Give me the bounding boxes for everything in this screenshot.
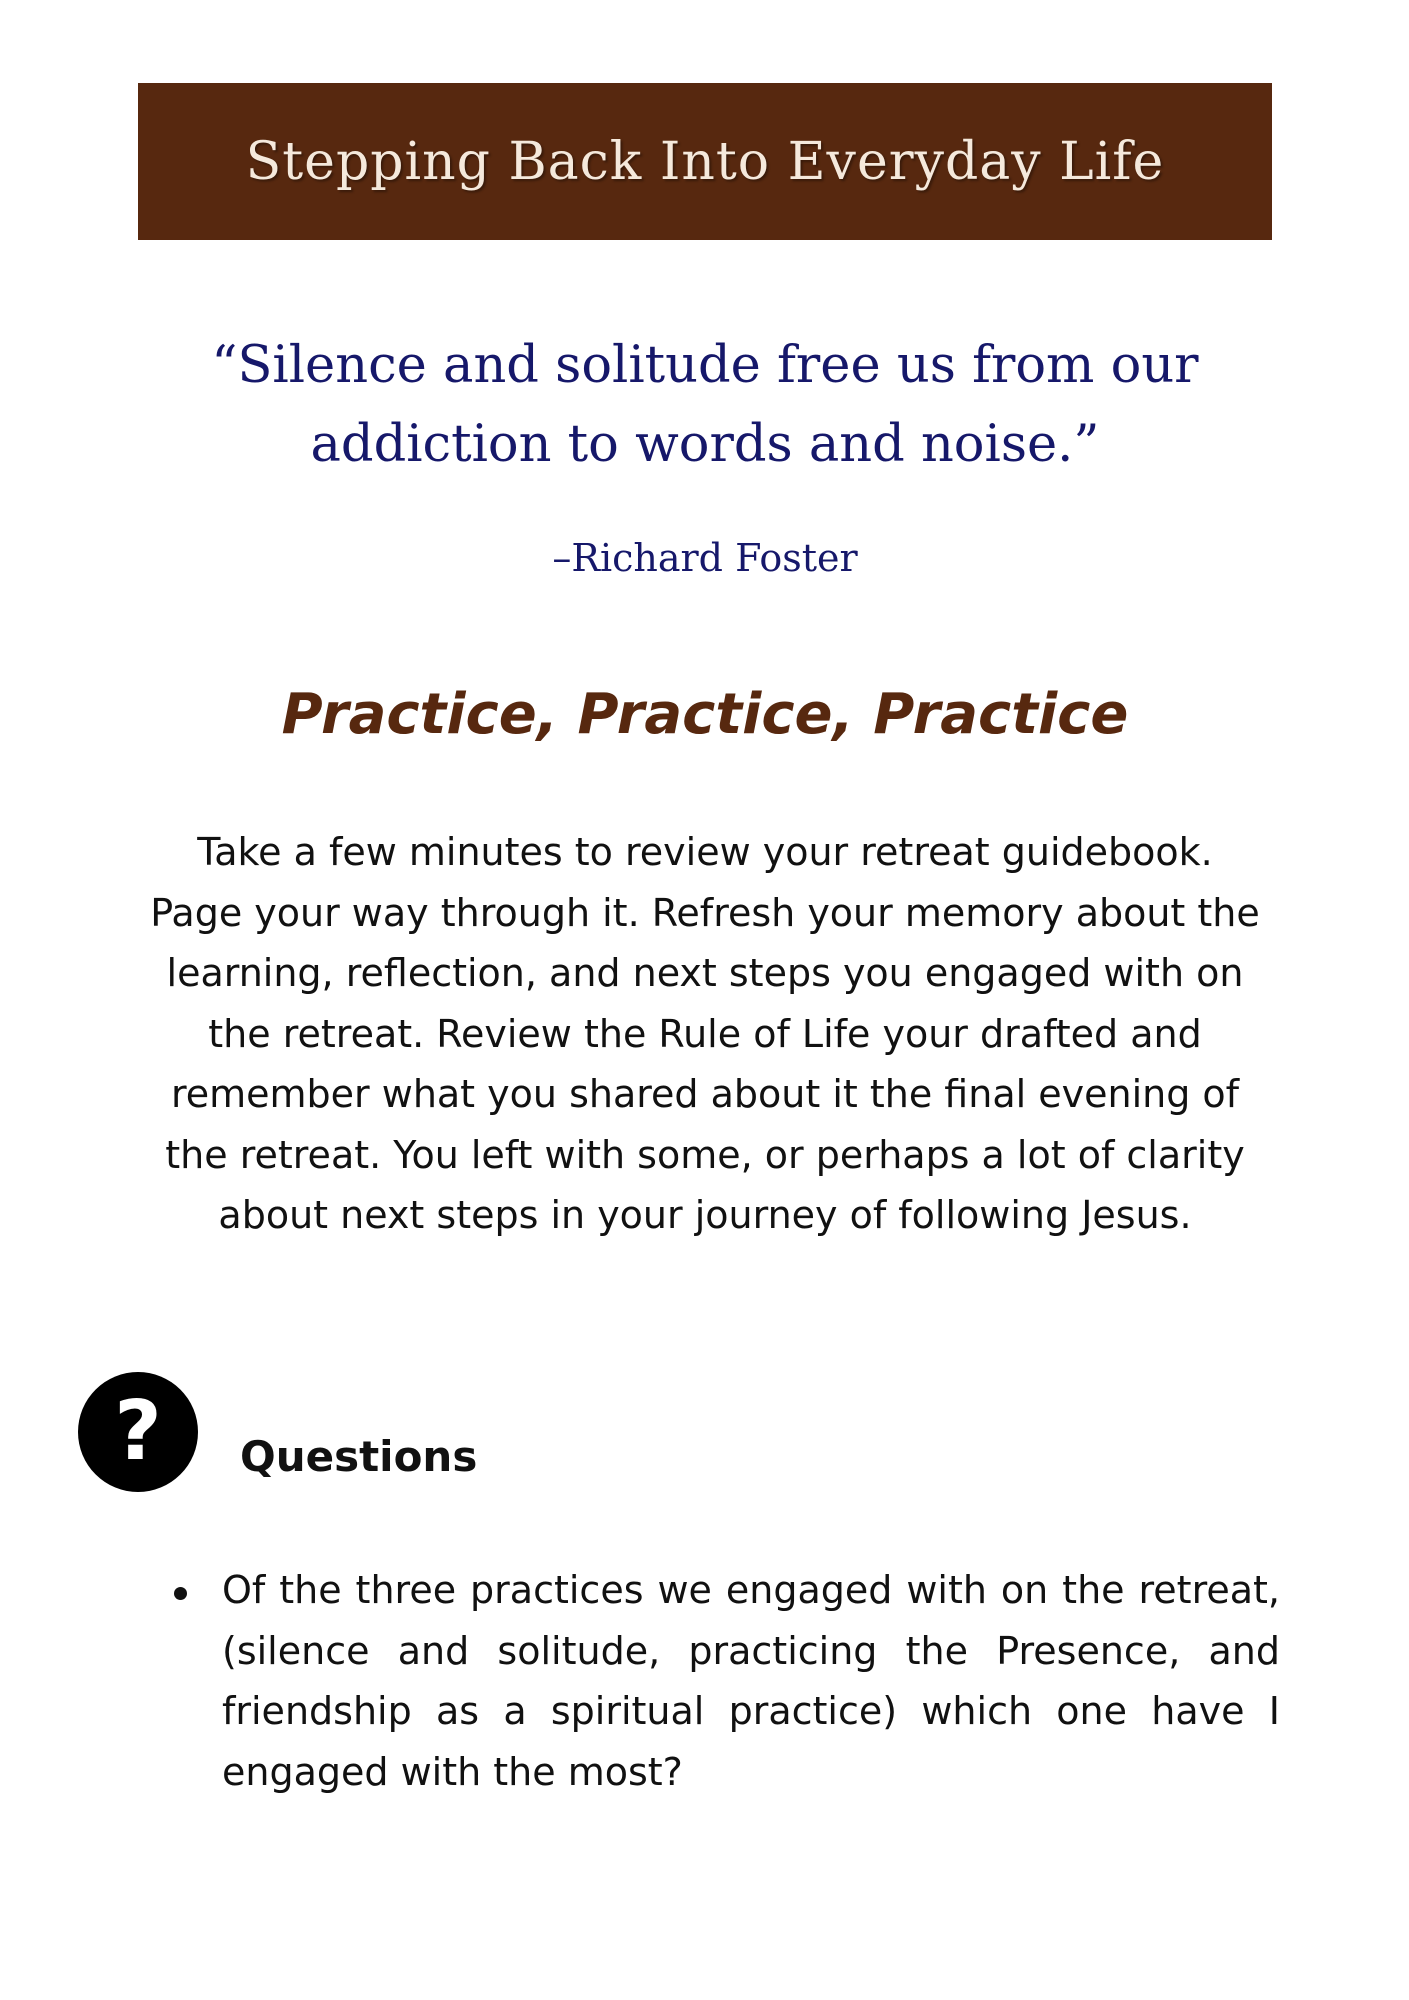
bullet-icon bbox=[174, 1587, 187, 1600]
list-item bbox=[172, 1560, 1280, 1802]
question-mark-glyph: ? bbox=[114, 1384, 162, 1479]
question-mark-circle-icon bbox=[78, 1372, 198, 1492]
quote-text: “Silence and solitude free us from our addiction to words and noise.” bbox=[211, 336, 1199, 474]
page-title: Stepping Back Into Everyday Life bbox=[245, 131, 1165, 192]
question-text: Of the three practices we engaged with on the retreat, (silence and solitude, practicing the Presence, and friendship as a spiritual practice) which one have I engaged with the most? bbox=[222, 1568, 1280, 1794]
section-body: Take a few minutes to review your retreat guidebook. Page your way through it. Refresh your memory about the learning, reflection, and next steps you engaged with on the retreat. Review the Rule of Life your drafted and remember what you shared about it the final evening of the retreat. You left with some, or perhaps a lot of clarity about next steps in your journey of following Jesus. bbox=[150, 830, 1260, 1237]
header-banner bbox=[138, 83, 1272, 240]
quote-attribution: –Richard Foster bbox=[552, 536, 858, 580]
section-title: Practice, Practice, Practice bbox=[281, 682, 1129, 747]
questions-heading: Questions bbox=[240, 1432, 478, 1481]
questions-list bbox=[172, 1560, 1280, 1802]
